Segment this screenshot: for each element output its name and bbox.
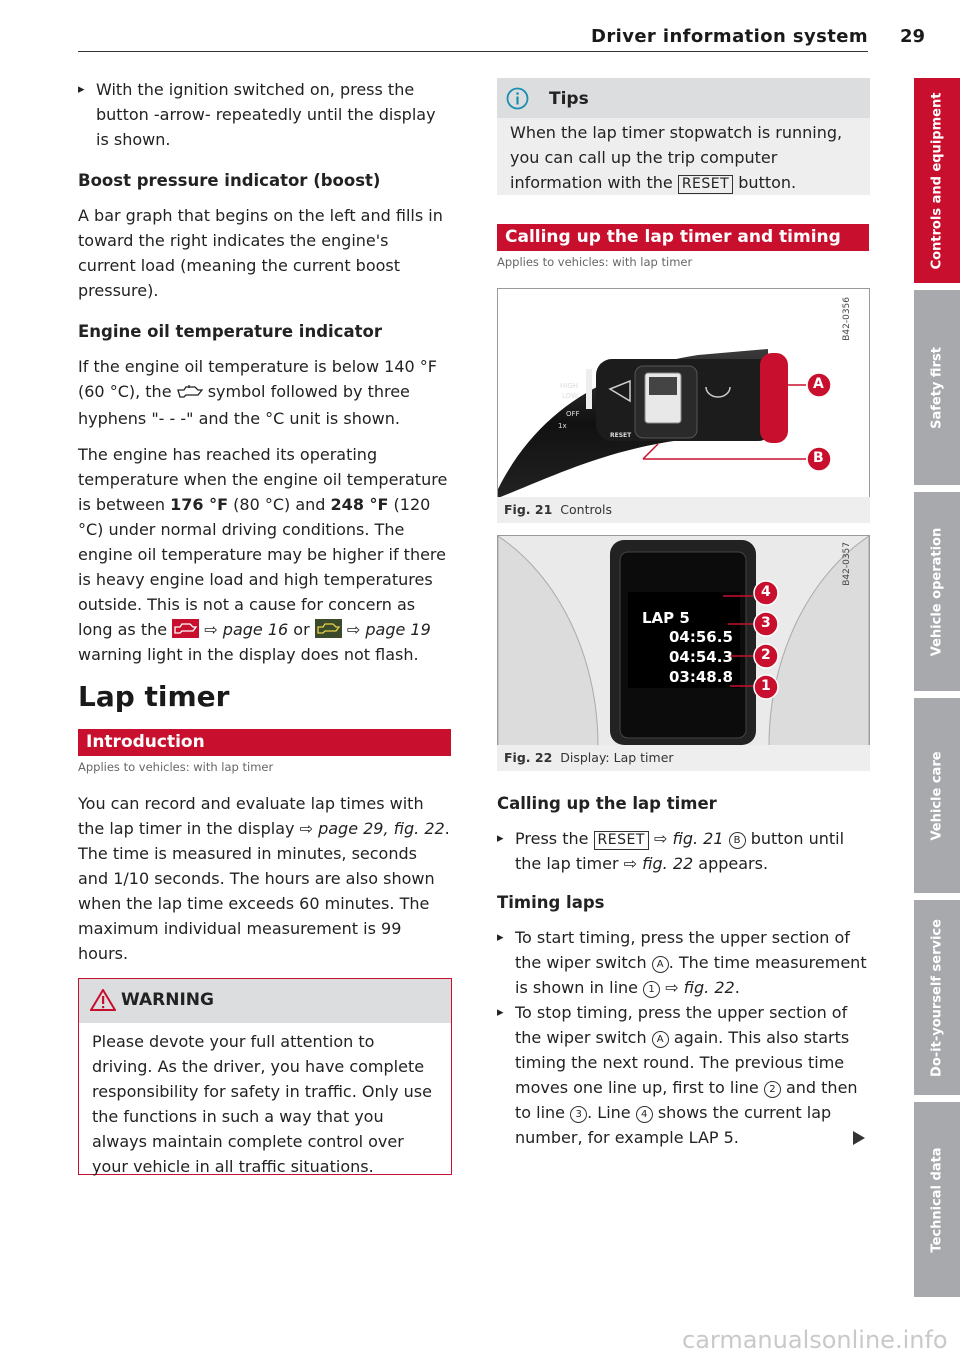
introduction-banner-text: Introduction <box>86 732 205 752</box>
callout-b-label: B <box>813 450 824 466</box>
header-title: Driver information system <box>591 26 868 47</box>
right-body <box>497 791 872 1150</box>
oil-text-2d: warning light in the display does not flash. <box>78 645 419 664</box>
sidebar-tab-vehicle-operation[interactable] <box>914 492 960 691</box>
start-text-a: To start timing, press the upper section of the wiper switch <box>515 928 850 972</box>
tips-header <box>497 78 870 118</box>
start-text-end: . <box>734 978 740 997</box>
stop-circle-2: 2 <box>764 1081 781 1098</box>
call-fig22-link[interactable]: ⇨ fig. 22 <box>623 854 694 873</box>
call-text-c: appears. <box>698 854 769 873</box>
lap-text-b: . The time is measured in minutes, seconds and 1/10 seconds. The hours are also shown when the lap time exceeds 60 minutes. The maximum individual measurement is 99 hours. <box>78 819 450 963</box>
tips-text-b: button. <box>738 173 797 192</box>
oil-text-2b: (80 °C) and <box>233 495 326 514</box>
stop-text-d: . Line <box>587 1103 631 1122</box>
stop-circle-4: 4 <box>636 1106 653 1123</box>
introduction-banner <box>78 729 451 756</box>
lap-time-3: 04:56.5 <box>669 628 733 646</box>
figure-21-code: B42-0356 <box>842 297 852 341</box>
timing-heading: Timing laps <box>497 893 605 912</box>
oil-heading: Engine oil temperature indicator <box>78 322 382 341</box>
figure-22-label: Fig. 22 <box>504 750 553 765</box>
calling-bullet <box>497 826 872 876</box>
lap-timer-heading: Lap timer <box>78 680 230 713</box>
figure-22-caption <box>497 745 870 771</box>
timing-bullet-start <box>497 925 872 1000</box>
oil-text-2c: (120 °C) under normal driving conditions. The engine oil temperature may be higher if there is heavy engine load and high temperatures outside. This is not a cause for concern as long as the <box>78 495 446 639</box>
intro-bullet-text: With the ignition switched on, press the button -arrow- repeatedly until the display is shown. <box>96 80 436 149</box>
call-reset-key: RESET <box>594 831 649 850</box>
intro-bullet <box>78 77 451 152</box>
introduction-applies: Applies to vehicles: with lap timer <box>78 760 274 774</box>
tips-box <box>497 78 870 195</box>
lap-time-2: 04:54.3 <box>669 648 733 666</box>
callout-2-label: 2 <box>761 647 771 663</box>
sidebar-tab-vehicle-care[interactable] <box>914 698 960 893</box>
callout-4-label: 4 <box>761 584 771 600</box>
oil-text-2 <box>78 442 451 667</box>
tips-text-a: When the lap timer stopwatch is running, you can call up the trip computer information with the <box>510 123 843 192</box>
lap-text <box>78 791 451 966</box>
start-circle-1: 1 <box>643 981 660 998</box>
oil-temp-2: 248 °F <box>330 495 389 514</box>
warning-box <box>78 978 452 1175</box>
oil-warning-red-icon <box>172 619 199 638</box>
callout-3-label: 3 <box>761 615 771 631</box>
stalk-illustration <box>498 289 869 498</box>
sidebar-tab-technical-label: Technical data <box>929 1146 945 1253</box>
sidebar-tab-safety[interactable] <box>914 290 960 485</box>
oil-text-1b: symbol followed by three hyphens "- - -" and the °C unit is shown. <box>78 382 410 428</box>
callout-1-label: 1 <box>761 678 771 694</box>
ref-page-19-link[interactable]: ⇨ page 19 <box>346 620 431 639</box>
figure-21-caption <box>497 497 870 523</box>
header-rule <box>78 51 868 52</box>
oil-text-1 <box>78 354 451 431</box>
sidebar-tab-technical[interactable] <box>914 1102 960 1297</box>
tips-title: Tips <box>549 89 589 109</box>
lap-text-a: You can record and evaluate lap times with the lap timer in the display <box>78 794 424 838</box>
call-circle-b: B <box>729 832 746 849</box>
boost-heading: Boost pressure indicator (boost) <box>78 171 381 190</box>
oil-temp-symbol-icon <box>177 381 203 406</box>
tips-reset-key: RESET <box>678 175 733 194</box>
call-text-b: button until the lap timer <box>515 829 845 873</box>
or-word: or <box>293 620 310 639</box>
figure-22-caption-text: Display: Lap timer <box>560 750 674 765</box>
stalk-1x-label: 1x <box>558 422 567 430</box>
oil-text-2a: The engine has reached its operating temperature when the engine oil temperature is between <box>78 445 448 514</box>
stalk-low-label: LOW <box>562 392 579 400</box>
sidebar-tab-vehicle-operation-label: Vehicle operation <box>929 527 945 656</box>
page-header <box>78 20 868 54</box>
oil-text-1a: If the engine oil temperature is below 140 °F (60 °C), the <box>78 357 437 401</box>
sidebar-tab-controls-label: Controls and equipment <box>929 92 945 269</box>
call-text-a: Press the <box>515 829 589 848</box>
oil-warning-yellow-icon <box>315 619 342 638</box>
lap-number-text: LAP 5 <box>642 609 690 627</box>
info-icon <box>506 87 529 114</box>
figure-21-label: Fig. 21 <box>504 502 553 517</box>
stop-text-c: and then to line <box>515 1078 858 1122</box>
call-fig21-link[interactable]: ⇨ fig. 21 <box>654 829 724 848</box>
calling-banner <box>497 224 869 251</box>
oil-temp-1: 176 °F <box>170 495 229 514</box>
ref-page-16-link[interactable]: ⇨ page 16 <box>204 620 289 639</box>
boost-text: A bar graph that begins on the left and fills in toward the right indicates the engine's current load (meaning the current boost pressure). <box>78 206 443 300</box>
tips-text <box>497 118 870 195</box>
start-circle-a: A <box>652 956 669 973</box>
continue-arrow-icon <box>853 1130 865 1149</box>
footer-watermark: carmanualsonline.info <box>682 1326 948 1354</box>
start-fig22-link[interactable]: ⇨ fig. 22 <box>665 978 735 997</box>
stop-text-e: shows the current lap number, for example LAP 5. <box>515 1103 832 1147</box>
figure-22-code: B42-0357 <box>842 542 852 586</box>
stop-circle-a: A <box>652 1031 669 1048</box>
calling-heading: Calling up the lap timer <box>497 794 717 813</box>
left-column <box>78 77 451 678</box>
calling-banner-text: Calling up the lap timer and timing <box>505 227 841 247</box>
warning-header <box>79 979 451 1023</box>
callout-a-label: A <box>813 376 824 392</box>
warning-text: Please devote your full attention to driving. As the driver, you have complete responsibility for safety in traffic. Only use the functions in such a way that you always maintain complete control over your vehicle in all traffic situations. <box>92 1032 432 1176</box>
stalk-off-label: OFF <box>566 410 580 418</box>
calling-applies: Applies to vehicles: with lap timer <box>497 255 693 269</box>
figure-21-caption-text: Controls <box>560 502 612 517</box>
figure-22-display <box>497 535 870 747</box>
start-text-b: . The time measurement is shown in line <box>515 953 867 997</box>
sidebar-tab-diy-label: Do-it-yourself service <box>929 918 945 1077</box>
stop-text-a: To stop timing, press the upper section of the wiper switch <box>515 1003 848 1047</box>
warning-triangle-icon <box>90 989 116 1015</box>
warning-title: WARNING <box>121 990 214 1010</box>
stop-text-b: again. This also starts timing the next round. The previous time moves one line up, first to line <box>515 1028 850 1097</box>
sidebar-tab-controls[interactable] <box>914 78 960 283</box>
figure-21-controls <box>497 288 870 499</box>
stalk-high-label: HIGH <box>560 382 579 390</box>
page-number: 29 <box>900 26 926 47</box>
stalk-reset-label: RESET <box>610 432 632 439</box>
sidebar-tab-vehicle-care-label: Vehicle care <box>929 750 945 841</box>
timing-bullet-stop <box>497 1000 872 1150</box>
lap-time-1: 03:48.8 <box>669 668 733 686</box>
lap-ref-link[interactable]: ⇨ page 29, fig. 22 <box>299 819 445 838</box>
stop-circle-3: 3 <box>570 1106 587 1123</box>
sidebar-tab-safety-label: Safety first <box>929 346 945 429</box>
sidebar-tab-diy[interactable] <box>914 900 960 1095</box>
